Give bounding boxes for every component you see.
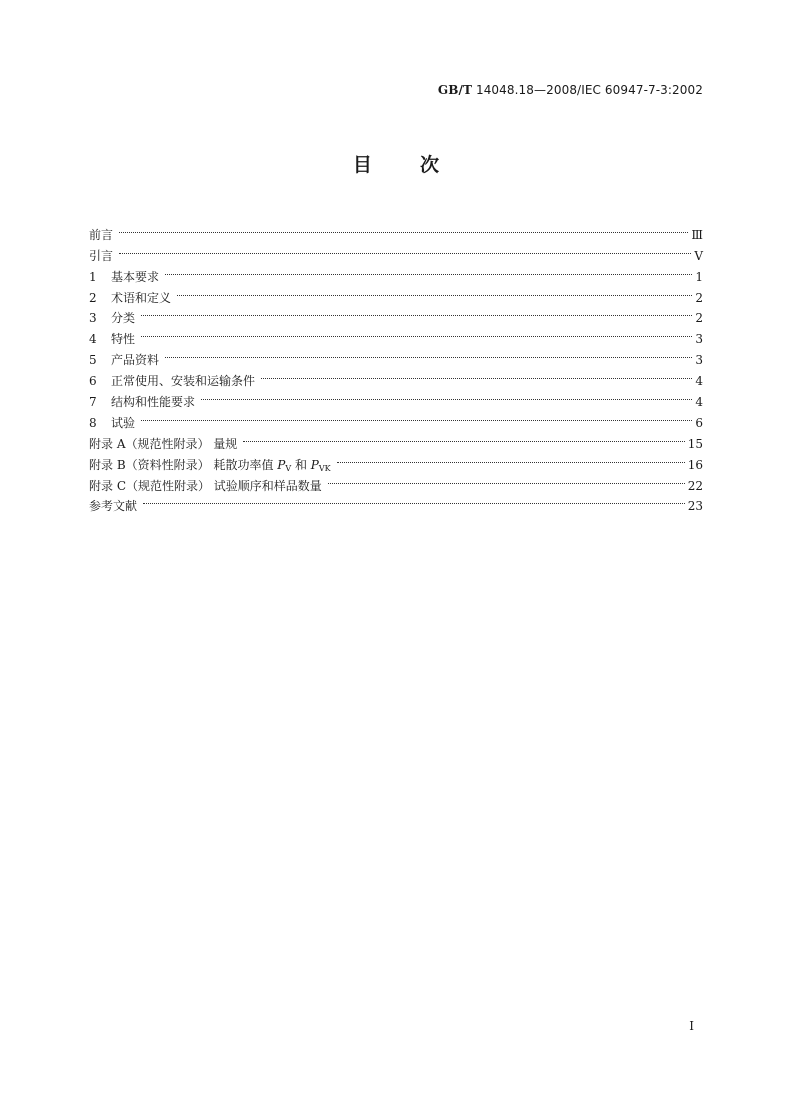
toc-entry-page: 6 bbox=[695, 415, 703, 430]
toc-entry-label: 术语和定义 bbox=[111, 290, 172, 305]
page-number: Ⅰ bbox=[689, 1019, 694, 1033]
toc-entry-introduction[interactable] bbox=[89, 239, 703, 263]
toc-entry-label: 正常使用、安装和运输条件 bbox=[111, 374, 256, 389]
toc-entry-page: Ⅲ bbox=[691, 227, 703, 242]
toc-entry-label: 基本要求 bbox=[111, 269, 160, 284]
standard-number: 14048.18—2008/IEC 60947-7-3:2002 bbox=[475, 83, 703, 97]
toc-entry-number: 2 bbox=[89, 290, 97, 305]
toc-entry-page: 3 bbox=[695, 353, 703, 368]
toc-entry-section-5[interactable] bbox=[89, 343, 703, 368]
toc-entry-label: 特性 bbox=[111, 332, 136, 347]
toc-entry-label: 附录 C（规范性附录） 试验顺序和样品数量 bbox=[89, 478, 322, 493]
toc-title-char-1: 目 bbox=[352, 154, 372, 176]
dot-leader bbox=[165, 343, 692, 364]
toc-entry-bibliography[interactable] bbox=[89, 490, 703, 514]
toc-entry-label: 结构和性能要求 bbox=[111, 395, 196, 410]
toc-entry-page: 4 bbox=[695, 374, 703, 389]
toc-entry-page: 2 bbox=[695, 290, 703, 305]
toc-entry-page: 4 bbox=[695, 395, 703, 410]
toc-entry-page: 2 bbox=[695, 311, 703, 326]
document-header bbox=[438, 83, 703, 97]
dot-leader bbox=[141, 322, 692, 343]
toc-entry-page: 1 bbox=[695, 269, 703, 284]
toc-entry-label: 参考文献 bbox=[89, 499, 138, 514]
toc-entry-number: 8 bbox=[89, 415, 97, 430]
dot-leader bbox=[328, 469, 685, 490]
toc-entry-page: 23 bbox=[687, 499, 703, 514]
dot-leader bbox=[143, 490, 685, 511]
toc-entry-section-1[interactable] bbox=[89, 260, 703, 284]
dot-leader bbox=[337, 448, 685, 469]
dot-leader bbox=[177, 281, 692, 302]
toc-entry-page: 3 bbox=[695, 332, 703, 347]
symbol-p-v: PV bbox=[277, 457, 292, 473]
toc-entry-page: 15 bbox=[687, 436, 703, 451]
toc-entry-number: 7 bbox=[89, 395, 97, 410]
toc-entry-label: 试验 bbox=[111, 415, 136, 430]
toc-title bbox=[0, 150, 792, 177]
toc-entry-section-2[interactable] bbox=[89, 281, 703, 305]
dot-leader bbox=[201, 385, 692, 406]
toc-entry-label: 附录 A（规范性附录） 量规 bbox=[89, 436, 238, 451]
dot-leader bbox=[261, 364, 692, 385]
toc-entry-label: 分类 bbox=[111, 311, 136, 326]
toc-list bbox=[89, 218, 703, 514]
toc-entry-section-4[interactable] bbox=[89, 322, 703, 347]
toc-entry-section-3[interactable] bbox=[89, 302, 703, 326]
toc-entry-section-6[interactable] bbox=[89, 364, 703, 389]
toc-entry-section-8[interactable] bbox=[89, 406, 703, 430]
toc-entry-annex-a[interactable] bbox=[89, 427, 703, 451]
toc-entry-number: 4 bbox=[89, 332, 97, 347]
toc-entry-preface[interactable] bbox=[89, 218, 703, 242]
toc-title-char-2: 次 bbox=[420, 154, 440, 176]
toc-entry-page: 22 bbox=[687, 478, 703, 493]
toc-entry-number: 1 bbox=[89, 269, 97, 284]
toc-entry-label: 引言 bbox=[89, 248, 114, 263]
standard-code: GB/T bbox=[437, 83, 473, 97]
toc-entry-label: 前言 bbox=[89, 227, 114, 242]
toc-entry-page: Ⅴ bbox=[694, 248, 703, 263]
dot-leader bbox=[141, 406, 692, 427]
annex-b-connector: 和 bbox=[291, 457, 311, 472]
dot-leader bbox=[119, 239, 691, 260]
dot-leader bbox=[165, 260, 692, 281]
toc-entry-label: 产品资料 bbox=[111, 353, 160, 368]
toc-entry-page: 16 bbox=[687, 457, 703, 472]
toc-entry-number: 5 bbox=[89, 353, 97, 368]
toc-entry-number: 3 bbox=[89, 311, 97, 326]
toc-entry-number: 6 bbox=[89, 374, 97, 389]
dot-leader bbox=[141, 302, 692, 323]
annex-b-prefix: 附录 B（资料性附录） 耗散功率值 bbox=[89, 457, 278, 472]
symbol-p-vk: PVK bbox=[310, 457, 331, 473]
dot-leader bbox=[119, 218, 688, 239]
dot-leader bbox=[243, 427, 684, 448]
